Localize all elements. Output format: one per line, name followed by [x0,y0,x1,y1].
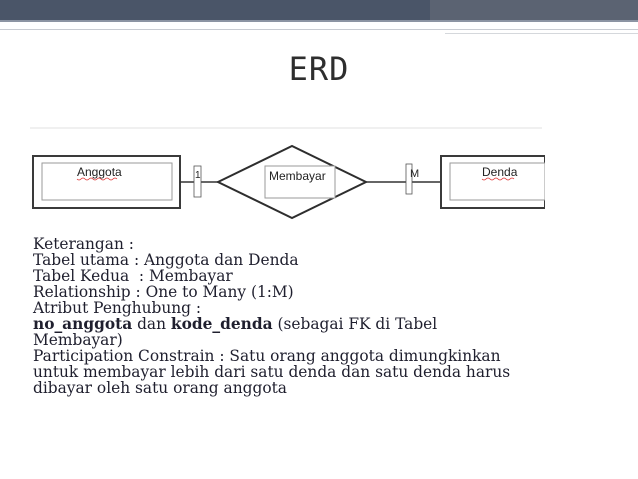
desc-main-tables: Tabel utama : Anggota dan Denda [33,251,299,269]
fk-no-anggota: no_anggota [33,315,133,333]
cardinality-right: M [410,168,420,180]
relationship-membayar [218,146,366,218]
entity-denda [441,156,545,208]
entity-anggota [33,156,180,208]
desc-participation-1: Participation Constrain : Satu orang anggota dimungkinkan [33,347,501,365]
entity-anggota-label: Anggota [77,165,122,179]
desc-second-table: Tabel Kedua : Membayar [33,267,233,285]
header-rule-secondary [445,33,638,34]
desc-participation-3: dibayar oleh satu orang anggota [33,379,287,397]
top-banner-stripe [0,20,638,22]
cardinality-left: 1 [195,170,201,181]
desc-link-attrs [33,316,633,332]
entity-denda-label: Denda [482,165,518,179]
fk-kode-denda: kode_denda [170,315,273,333]
desc-heading: Keterangan : [33,235,134,253]
desc-fk-table: Membayar) [33,331,123,349]
top-banner [0,0,638,22]
desc-participation-2: untuk membayar lebih dari satu denda dan satu denda harus [33,363,511,381]
desc-relationship: Relationship : One to Many (1:M) [33,283,294,301]
slide-title: ERD [288,50,350,88]
top-banner-accent [430,0,638,20]
desc-and: dan [132,315,171,333]
erd-diagram [30,126,545,226]
desc-fk-note: (sebagai FK di Tabel [272,315,438,333]
header-rule [0,29,638,30]
relationship-label: Membayar [269,169,326,183]
description-block [33,236,633,396]
desc-link-attr-heading: Atribut Penghubung : [33,299,202,317]
